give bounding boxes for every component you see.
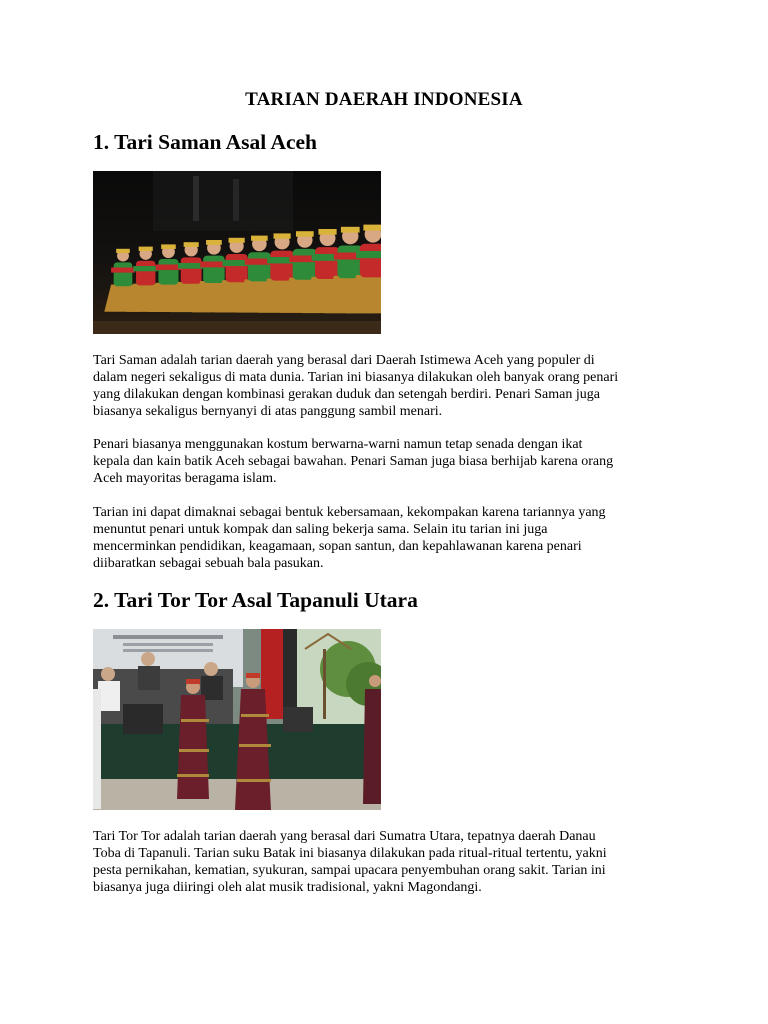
saman-paragraph-2 xyxy=(93,436,693,487)
saman-dance-photo xyxy=(93,171,381,334)
text-line: Tari Saman adalah tarian daerah yang berasal dari Daerah Istimewa Aceh yang populer di xyxy=(93,353,595,368)
section-heading-saman: 1. Tari Saman Asal Aceh xyxy=(93,130,318,154)
text-line: Toba di Tapanuli. Tarian suku Batak ini biasanya dilakukan pada ritual-ritual tertentu, yakni xyxy=(93,846,607,861)
text-line: kepala dan kain batik Aceh sebagai bawahan. Penari Saman juga biasa berhijab karena orang xyxy=(93,454,614,469)
tortor-dance-photo xyxy=(93,629,381,810)
text-line: yang dilakukan dengan kombinasi gerakan duduk dan setengah berdiri. Penari Saman juga xyxy=(93,387,600,402)
text-line: dalam negeri sekaligus di mata dunia. Tarian ini biasanya dilakukan oleh banyak orang penari xyxy=(93,370,619,385)
saman-paragraph-1 xyxy=(93,352,693,420)
text-line: Tari Tor Tor adalah tarian daerah yang berasal dari Sumatra Utara, tepatnya daerah Danau xyxy=(93,829,596,844)
tortor-paragraph-1 xyxy=(93,828,693,896)
text-line: pesta pernikahan, kematian, syukuran, sampai upacara penyembuhan orang sakit. Tarian ini xyxy=(93,863,606,878)
text-line: Aceh mayoritas beragama islam. xyxy=(93,471,277,486)
text-line: Penari biasanya menggunakan kostum berwarna-warni namun tetap senada dengan ikat xyxy=(93,437,583,452)
text-line: Tarian ini dapat dimaknai sebagai bentuk kebersamaan, kekompakan karena tariannya yang xyxy=(93,505,606,520)
text-line: biasanya sekaligus bernyanyi di atas panggung sambil menari. xyxy=(93,404,443,419)
text-line: menuntut penari untuk kompak dan saling bekerja sama. Selain itu tarian ini juga xyxy=(93,522,548,537)
text-line: biasanya juga diiringi oleh alat musik tradisional, yakni Magondangi. xyxy=(93,880,482,895)
section-heading-tortor: 2. Tari Tor Tor Asal Tapanuli Utara xyxy=(93,588,418,612)
text-line: mencerminkan pendidikan, keagamaan, sopan santun, dan kepahlawanan karena penari xyxy=(93,539,582,554)
text-line: diibaratkan sebagai sebuah bala pasukan. xyxy=(93,556,324,571)
saman-paragraph-3 xyxy=(93,504,693,572)
document-title: TARIAN DAERAH INDONESIA xyxy=(245,89,523,110)
